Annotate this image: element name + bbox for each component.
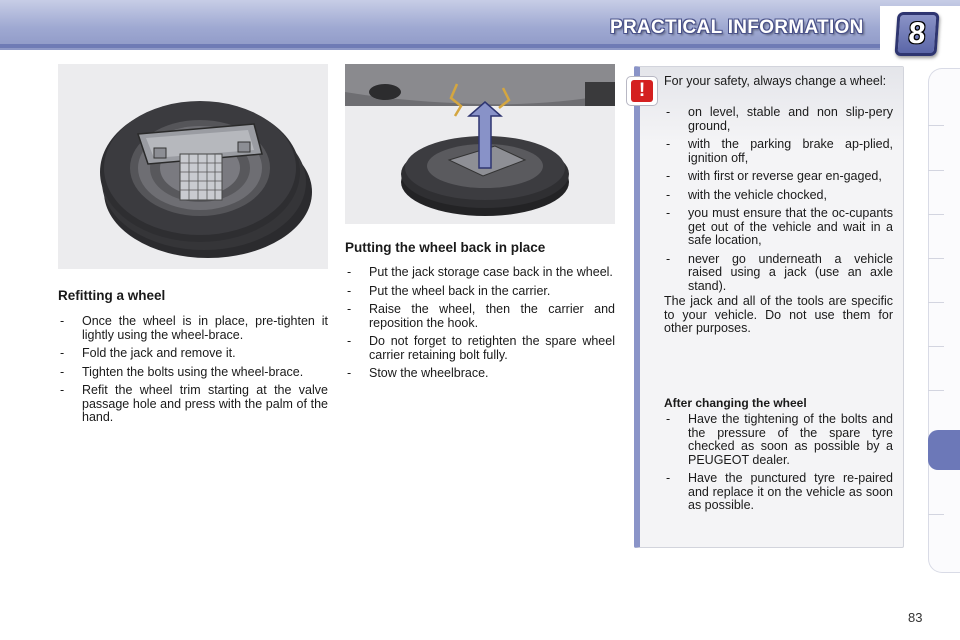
warning-badge bbox=[626, 76, 658, 106]
wheel-carrier-drawing bbox=[345, 64, 615, 224]
after-changing-heading: After changing the wheel bbox=[664, 396, 807, 410]
spare-wheel-illustration bbox=[58, 64, 328, 269]
putting-back-heading: Putting the wheel back in place bbox=[345, 240, 546, 255]
list-item: - with first or reverse gear en-gaged, bbox=[664, 170, 893, 184]
section-title: PRACTICAL INFORMATION bbox=[610, 17, 864, 38]
thumb-divider bbox=[928, 125, 944, 126]
list-item: - Have the tightening of the bolts and the pressure of the spare tyre checked as soon as possible by a PEUGEOT dealer. bbox=[664, 413, 893, 467]
page-number: 83 bbox=[908, 610, 923, 625]
refitting-steps bbox=[58, 315, 328, 430]
refitting-heading: Refitting a wheel bbox=[58, 288, 166, 303]
warning-icon: ! bbox=[631, 80, 653, 102]
chapter-number: 8 bbox=[907, 17, 927, 50]
list-item: - Do not forget to retighten the spare wheel carrier retaining bolt fully. bbox=[345, 335, 615, 362]
list-item: - Tighten the bolts using the wheel-brace. bbox=[58, 366, 328, 380]
list-item: - Put the wheel back in the carrier. bbox=[345, 285, 615, 299]
safety-conditions bbox=[664, 106, 893, 298]
list-item: - Put the jack storage case back in the wheel. bbox=[345, 266, 615, 280]
thumb-divider bbox=[928, 258, 944, 259]
after-changing-steps bbox=[664, 413, 893, 518]
thumb-divider bbox=[928, 346, 944, 347]
list-item: - Once the wheel is in place, pre-tighten it lightly using the wheel-brace. bbox=[58, 315, 328, 342]
list-item: - with the vehicle chocked, bbox=[664, 189, 893, 203]
list-item: - Have the punctured tyre re-paired and replace it on the vehicle as soon as possible. bbox=[664, 472, 893, 513]
list-item: - never go underneath a vehicle raised using a jack (use an axle stand). bbox=[664, 253, 893, 294]
thumb-divider bbox=[928, 302, 944, 303]
thumb-divider bbox=[928, 170, 944, 171]
thumb-divider bbox=[928, 390, 944, 391]
thumb-divider bbox=[928, 514, 944, 515]
putting-back-steps bbox=[345, 266, 615, 386]
safety-intro: For your safety, always change a wheel: bbox=[664, 74, 887, 88]
thumb-index-active-chapter[interactable] bbox=[928, 430, 960, 470]
thumb-index bbox=[928, 68, 960, 573]
list-item: - Raise the wheel, then the carrier and reposition the hook. bbox=[345, 303, 615, 330]
list-item: - on level, stable and non slip-pery ground, bbox=[664, 106, 893, 133]
list-item: - with the parking brake ap-plied, ignition off, bbox=[664, 138, 893, 165]
header-rule bbox=[0, 44, 880, 48]
wheel-carrier-illustration bbox=[345, 64, 615, 224]
thumb-divider bbox=[928, 214, 944, 215]
list-item: - you must ensure that the oc-cupants get out of the vehicle and wait in a safe location, bbox=[664, 207, 893, 248]
list-item: - Stow the wheelbrace. bbox=[345, 367, 615, 381]
chapter-badge bbox=[894, 12, 939, 56]
list-item: - Fold the jack and remove it. bbox=[58, 347, 328, 361]
tools-note: The jack and all of the tools are specific to your vehicle. Do not use them for other purposes. bbox=[664, 294, 893, 335]
spare-wheel-drawing bbox=[58, 64, 328, 269]
list-item: - Refit the wheel trim starting at the valve passage hole and press with the palm of the hand. bbox=[58, 384, 328, 425]
